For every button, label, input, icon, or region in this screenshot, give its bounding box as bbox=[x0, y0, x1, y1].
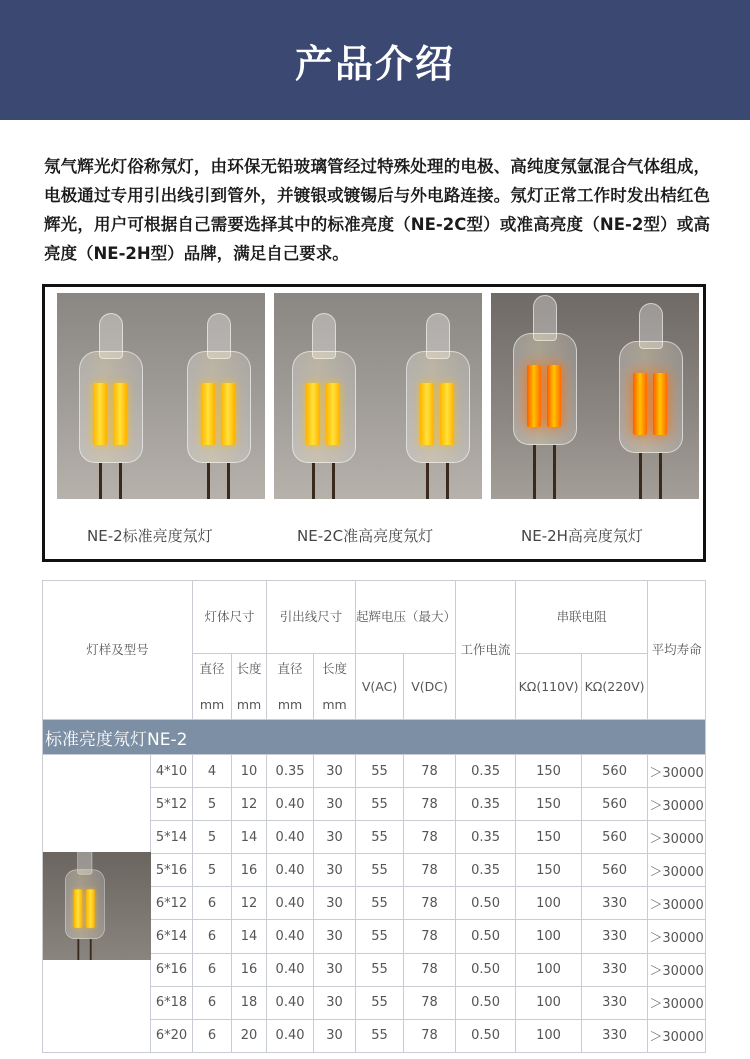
cell-ll: 30 bbox=[314, 920, 356, 953]
cell-ll: 30 bbox=[314, 854, 356, 887]
cell-vac: 55 bbox=[356, 920, 404, 953]
neon-lamp-icon bbox=[43, 852, 151, 960]
cell-cur: 0.50 bbox=[456, 986, 516, 1019]
cell-vac: 55 bbox=[356, 986, 404, 1019]
cell-d: 6 bbox=[193, 986, 232, 1019]
cell-vdc: 78 bbox=[404, 821, 456, 854]
page-title: 产品介绍 bbox=[294, 41, 455, 86]
cell-vac: 55 bbox=[356, 788, 404, 821]
cell-model: 6*14 bbox=[151, 920, 193, 953]
lamp-thumbnail bbox=[43, 755, 151, 1053]
cell-r220: 560 bbox=[582, 854, 648, 887]
cell-vdc: 78 bbox=[404, 887, 456, 920]
cell-r110: 150 bbox=[516, 755, 582, 788]
cell-l: 14 bbox=[232, 920, 267, 953]
cell-r110: 100 bbox=[516, 887, 582, 920]
cell-ld: 0.40 bbox=[267, 920, 314, 953]
table-row bbox=[43, 755, 706, 788]
cell-r110: 100 bbox=[516, 1019, 582, 1052]
header-resistor: 串联电阻 bbox=[516, 581, 648, 654]
cell-ll: 30 bbox=[314, 788, 356, 821]
cell-ll: 30 bbox=[314, 887, 356, 920]
cell-ld: 0.40 bbox=[267, 821, 314, 854]
cell-d: 6 bbox=[193, 1019, 232, 1052]
header-voltage: 起辉电压（最大） bbox=[356, 581, 456, 654]
ne2h-lamp-photo bbox=[491, 293, 699, 499]
cell-cur: 0.50 bbox=[456, 887, 516, 920]
cell-ll: 30 bbox=[314, 953, 356, 986]
cell-l: 12 bbox=[232, 788, 267, 821]
cell-vdc: 78 bbox=[404, 1019, 456, 1052]
cell-life: ＞30000 bbox=[648, 986, 706, 1019]
cell-ll: 30 bbox=[314, 1019, 356, 1052]
cell-life: ＞30000 bbox=[648, 953, 706, 986]
photo-caption: NE-2C准高亮度氖灯 bbox=[297, 527, 434, 545]
cell-r220: 330 bbox=[582, 887, 648, 920]
cell-r220: 330 bbox=[582, 953, 648, 986]
cell-r220: 560 bbox=[582, 755, 648, 788]
cell-vdc: 78 bbox=[404, 920, 456, 953]
header-body-size: 灯体尺寸 bbox=[193, 581, 267, 654]
cell-model: 4*10 bbox=[151, 755, 193, 788]
cell-ld: 0.40 bbox=[267, 986, 314, 1019]
cell-model: 6*18 bbox=[151, 986, 193, 1019]
header-k220: KΩ(220V) bbox=[582, 654, 648, 720]
cell-d: 4 bbox=[193, 755, 232, 788]
cell-r220: 330 bbox=[582, 920, 648, 953]
cell-vdc: 78 bbox=[404, 986, 456, 1019]
cell-life: ＞30000 bbox=[648, 821, 706, 854]
cell-ld: 0.40 bbox=[267, 788, 314, 821]
cell-vdc: 78 bbox=[404, 755, 456, 788]
cell-ll: 30 bbox=[314, 755, 356, 788]
cell-model: 5*12 bbox=[151, 788, 193, 821]
header-vdc: V(DC) bbox=[404, 654, 456, 720]
cell-ld: 0.40 bbox=[267, 953, 314, 986]
header-vac: V(AC) bbox=[356, 654, 404, 720]
cell-vac: 55 bbox=[356, 1019, 404, 1052]
cell-vac: 55 bbox=[356, 887, 404, 920]
ne2-lamp-photo bbox=[57, 293, 265, 499]
cell-vdc: 78 bbox=[404, 854, 456, 887]
cell-l: 16 bbox=[232, 953, 267, 986]
cell-vdc: 78 bbox=[404, 788, 456, 821]
cell-l: 14 bbox=[232, 821, 267, 854]
cell-vac: 55 bbox=[356, 821, 404, 854]
cell-cur: 0.50 bbox=[456, 953, 516, 986]
header-k110: KΩ(110V) bbox=[516, 654, 582, 720]
cell-l: 20 bbox=[232, 1019, 267, 1052]
cell-life: ＞30000 bbox=[648, 1019, 706, 1052]
cell-life: ＞30000 bbox=[648, 920, 706, 953]
cell-ld: 0.40 bbox=[267, 887, 314, 920]
cell-d: 5 bbox=[193, 821, 232, 854]
header-lead-size: 引出线尺寸 bbox=[267, 581, 356, 654]
intro-paragraph: 氖气辉光灯俗称氖灯，由环保无铅玻璃管经过特殊处理的电极、高纯度氖氩混合气体组成，电极通过专用引出线引到管外，并镀银或镀锡后与外电路连接。氖灯正常工作时发出桔红色辉光，用户可根据自己需要选择其中的标准亮度（NE-2C型）或准高亮度（NE-2型）或高亮度（NE-2H型）品牌，满足自己要求。 bbox=[44, 157, 710, 263]
product-photo-panel bbox=[42, 284, 706, 562]
photo-caption: NE-2标准亮度氖灯 bbox=[87, 527, 213, 545]
header-diameter: 直径 mm bbox=[193, 654, 232, 720]
cell-life: ＞30000 bbox=[648, 788, 706, 821]
cell-d: 5 bbox=[193, 854, 232, 887]
cell-r220: 560 bbox=[582, 821, 648, 854]
cell-l: 12 bbox=[232, 887, 267, 920]
cell-cur: 0.35 bbox=[456, 821, 516, 854]
header-length: 长度 mm bbox=[232, 654, 267, 720]
cell-model: 5*14 bbox=[151, 821, 193, 854]
cell-cur: 0.50 bbox=[456, 1019, 516, 1052]
cell-ll: 30 bbox=[314, 821, 356, 854]
cell-d: 6 bbox=[193, 887, 232, 920]
ne2c-lamp-photo bbox=[274, 293, 482, 499]
cell-ld: 0.35 bbox=[267, 755, 314, 788]
cell-vdc: 78 bbox=[404, 953, 456, 986]
cell-d: 6 bbox=[193, 953, 232, 986]
cell-ll: 30 bbox=[314, 986, 356, 1019]
header-current: 工作电流 bbox=[456, 581, 516, 720]
header-banner bbox=[0, 0, 750, 120]
section-heading: 标准亮度氖灯NE-2 bbox=[43, 720, 706, 755]
cell-r110: 100 bbox=[516, 920, 582, 953]
cell-life: ＞30000 bbox=[648, 887, 706, 920]
cell-d: 5 bbox=[193, 788, 232, 821]
cell-vac: 55 bbox=[356, 755, 404, 788]
photo-caption: NE-2H高亮度氖灯 bbox=[521, 527, 643, 545]
header-lead-diameter: 直径 mm bbox=[267, 654, 314, 720]
cell-r220: 330 bbox=[582, 1019, 648, 1052]
cell-model: 6*12 bbox=[151, 887, 193, 920]
cell-vac: 55 bbox=[356, 953, 404, 986]
cell-r220: 560 bbox=[582, 788, 648, 821]
cell-l: 10 bbox=[232, 755, 267, 788]
cell-vac: 55 bbox=[356, 854, 404, 887]
cell-cur: 0.50 bbox=[456, 920, 516, 953]
cell-life: ＞30000 bbox=[648, 755, 706, 788]
cell-r110: 150 bbox=[516, 788, 582, 821]
cell-model: 6*20 bbox=[151, 1019, 193, 1052]
cell-model: 5*16 bbox=[151, 854, 193, 887]
cell-r110: 150 bbox=[516, 821, 582, 854]
cell-model: 6*16 bbox=[151, 953, 193, 986]
header-model: 灯样及型号 bbox=[43, 581, 193, 720]
cell-life: ＞30000 bbox=[648, 854, 706, 887]
cell-cur: 0.35 bbox=[456, 788, 516, 821]
cell-l: 16 bbox=[232, 854, 267, 887]
cell-l: 18 bbox=[232, 986, 267, 1019]
cell-r110: 150 bbox=[516, 854, 582, 887]
spec-table bbox=[42, 580, 706, 1053]
cell-cur: 0.35 bbox=[456, 755, 516, 788]
cell-r220: 330 bbox=[582, 986, 648, 1019]
header-life: 平均寿命 bbox=[648, 581, 706, 720]
cell-d: 6 bbox=[193, 920, 232, 953]
cell-ld: 0.40 bbox=[267, 1019, 314, 1052]
cell-r110: 100 bbox=[516, 953, 582, 986]
cell-ld: 0.40 bbox=[267, 854, 314, 887]
cell-cur: 0.35 bbox=[456, 854, 516, 887]
header-lead-length: 长度 mm bbox=[314, 654, 356, 720]
cell-r110: 100 bbox=[516, 986, 582, 1019]
